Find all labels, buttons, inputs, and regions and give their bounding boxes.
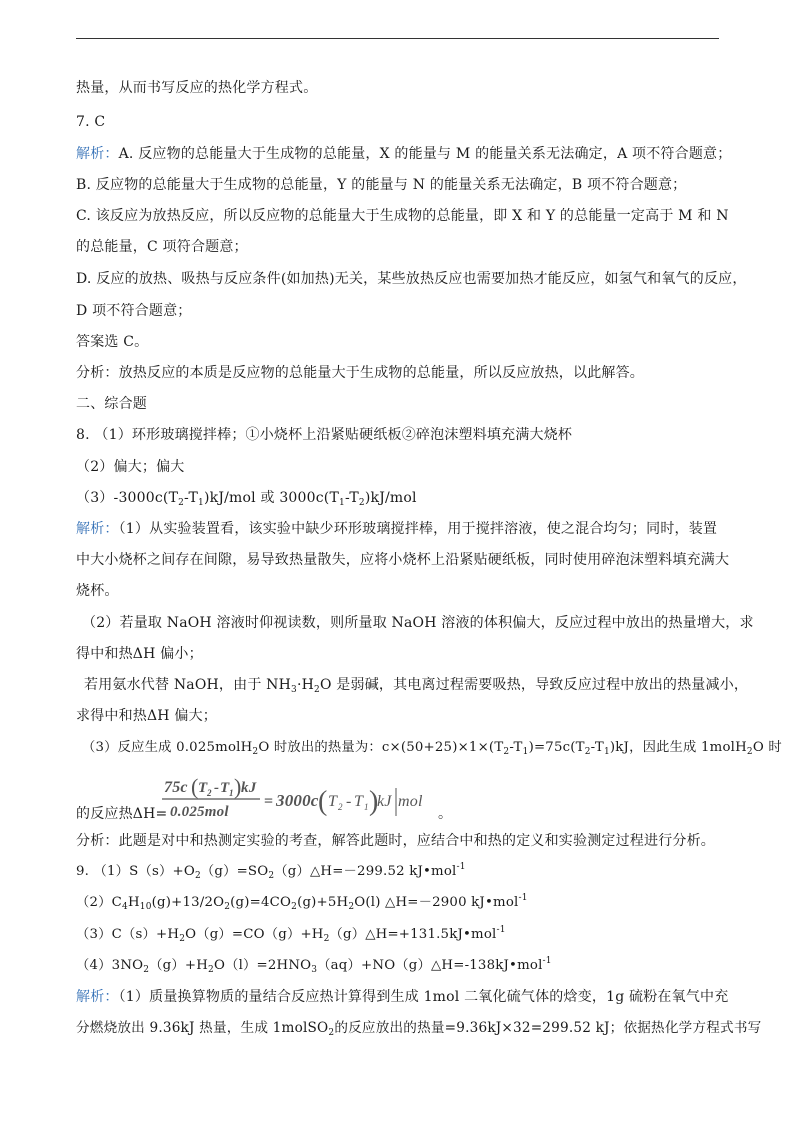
analysis-line bbox=[76, 987, 728, 1007]
subscript: 2 bbox=[291, 902, 298, 912]
t: )=75c(T bbox=[528, 740, 585, 755]
analysis-text: （1）从实验装置看，该实验中缺少环形玻璃搅拌棒，用于搅拌溶液，使之混合均匀；同时，装置 bbox=[118, 521, 718, 537]
text-line: 答案选 C。 bbox=[76, 334, 149, 350]
t: 9. （1）S（s）+O bbox=[76, 864, 195, 879]
t: (g)+5H bbox=[297, 895, 349, 910]
summary-line: 分析：此题是对中和热测定实验的考查，解答此题时，应结合中和热的定义和实验测定过程进行分析。 bbox=[76, 833, 715, 849]
t: （3）-3000c(T bbox=[76, 490, 179, 506]
t: 若用氨水代替 NaOH，由于 NH bbox=[84, 677, 292, 693]
rhs-minus: - bbox=[346, 793, 352, 810]
t: O（l）=2HNO bbox=[213, 958, 312, 973]
t: （g）△H=－299.52 kJ•mol bbox=[274, 864, 457, 879]
t: O 时 bbox=[752, 740, 782, 755]
t: （aq）+NO（g）△H=-138kJ•mol bbox=[317, 958, 543, 973]
analysis-label: 解析： bbox=[76, 146, 119, 162]
t: (g)=4CO bbox=[230, 895, 292, 910]
denominator: 0.025mol bbox=[170, 804, 229, 820]
t: （g）△H=+131.5kJ•mol bbox=[329, 927, 497, 942]
rhs-paren-open: ( bbox=[318, 786, 328, 817]
subscript: 2 bbox=[746, 747, 753, 757]
t: O(l) △H=－2900 kJ•mol bbox=[354, 895, 519, 910]
subscript: 3 bbox=[311, 965, 318, 975]
text-line bbox=[76, 488, 417, 508]
t: 的反应放出的热量=9.36kJ×32=299.52 kJ；依据热化学方程式书写 bbox=[334, 1020, 762, 1036]
subscript: 2 bbox=[268, 871, 275, 881]
text-line: （2）若量取 NaOH 溶液时仰视读数，则所量取 NaOH 溶液的体积偏大，反应过程中放出的热量增大，求 bbox=[82, 615, 754, 631]
analysis-text: （1）质量换算物质的量结合反应热计算得到生成 1mol 二氧化硫气体的焓变，1g 硫粉在氧气中充 bbox=[118, 989, 729, 1005]
text-line: （2）偏大；偏大 bbox=[76, 459, 185, 475]
equals-sign: = bbox=[264, 793, 274, 810]
subscript: 2 bbox=[358, 498, 365, 508]
text-line: 求得中和热ΔH 偏大； bbox=[76, 708, 217, 724]
t: （3）C（s）+H bbox=[76, 927, 180, 942]
formula-suffix: 。 bbox=[438, 806, 453, 822]
rhs-t2-sub: 2 bbox=[338, 802, 343, 812]
formula-graphic bbox=[158, 772, 408, 836]
subscript: 1 bbox=[522, 747, 529, 757]
answer-number: 7. C bbox=[76, 114, 106, 130]
t: （g）+H bbox=[149, 958, 209, 973]
summary-line: 分析：放热反应的本质是反应物的总能量大于生成物的总能量，所以反应放热，以此解答。 bbox=[76, 365, 644, 381]
superscript: -1 bbox=[542, 956, 552, 966]
t: 分燃烧放出 9.36kJ 热量，生成 1molSO bbox=[76, 1020, 329, 1036]
superscript: -1 bbox=[518, 893, 528, 903]
t: ·H bbox=[296, 677, 315, 693]
subscript: 2 bbox=[314, 685, 320, 695]
subscript: 4 bbox=[122, 902, 128, 912]
subscript: 2 bbox=[143, 965, 150, 975]
text-line: D. 反应的放热、吸热与反应条件(如加热)无关，某些放热反应也需要加热才能反应，如氢气和氧气的反应， bbox=[76, 271, 747, 287]
subscript: 2 bbox=[323, 934, 330, 944]
t: -T bbox=[509, 740, 523, 755]
t: （g）=SO bbox=[200, 864, 269, 879]
subscript: 2 bbox=[194, 871, 201, 881]
subscript: 1 bbox=[339, 498, 345, 508]
t: （2）C bbox=[76, 895, 123, 910]
text-line bbox=[76, 925, 506, 945]
t: H bbox=[127, 895, 140, 910]
subscript: 2 bbox=[178, 498, 185, 508]
subscript: 1 bbox=[198, 498, 204, 508]
text-line bbox=[76, 1018, 761, 1038]
t: -T bbox=[184, 490, 199, 506]
text-line bbox=[76, 862, 466, 882]
t: )kJ/mol bbox=[364, 490, 417, 506]
t: O 时放出的热量为：c×(50+25)×1×(T bbox=[258, 740, 504, 755]
paren-close: ) bbox=[234, 774, 242, 799]
num-t1: T bbox=[220, 780, 230, 796]
t: (g)+13/2O bbox=[151, 895, 225, 910]
text-line: 热量，从而书写反应的热化学方程式。 bbox=[76, 80, 318, 96]
text-line: 烧杯。 bbox=[76, 583, 119, 599]
formula-prefix: 的反应热ΔH= bbox=[76, 806, 168, 822]
subscript: 2 bbox=[179, 934, 186, 944]
num-unit: kJ bbox=[241, 780, 257, 796]
subscript: 3 bbox=[291, 685, 297, 695]
text-line bbox=[76, 893, 528, 913]
subscript: 2 bbox=[328, 1028, 335, 1038]
text-line: D 项不符合题意； bbox=[76, 303, 192, 319]
text-line: C. 该反应为放热反应，所以反应物的总能量大于生成物的总能量，即 X 和 Y 的总能量一定高于 M 和 N bbox=[76, 208, 729, 224]
text-line: 中大小烧杯之间存在间隙，易导致热量散失，应将小烧杯上沿紧贴硬纸板，同时使用碎泡沫塑料填充满大 bbox=[76, 552, 730, 568]
subscript: 2 bbox=[224, 902, 231, 912]
superscript: -1 bbox=[456, 862, 466, 872]
num-t2: T bbox=[198, 780, 208, 796]
text-line: 的总能量，C 项符合题意； bbox=[76, 239, 248, 255]
t: )kJ，因此生成 1molH bbox=[609, 740, 747, 755]
subscript: 2 bbox=[252, 747, 259, 757]
subscript: 2 bbox=[208, 965, 214, 975]
subscript: 2 bbox=[584, 747, 591, 757]
text-line: B. 反应物的总能量大于生成物的总能量，Y 的能量与 N 的能量关系无法确定，B 项不符合题意； bbox=[76, 177, 687, 193]
t: O 是弱碱，其电离过程需要吸热，导致反应过程中放出的热量减小， bbox=[319, 677, 749, 693]
rhs-mol: mol bbox=[398, 793, 423, 810]
rhs-coef: 3000c bbox=[276, 791, 319, 810]
t: O（g）=CO（g）+H bbox=[185, 927, 324, 942]
rhs-t1-sub: 1 bbox=[364, 802, 369, 812]
enthalpy-formula bbox=[76, 772, 476, 836]
num-minus: - bbox=[214, 780, 220, 796]
t: -T bbox=[590, 740, 604, 755]
analysis-text: A. 反应物的总能量大于生成物的总能量，X 的能量与 M 的能量关系无法确定，A 项不符合题意； bbox=[118, 146, 732, 162]
analysis-line bbox=[76, 519, 717, 539]
text-line: 得中和热ΔH 偏小； bbox=[76, 646, 203, 662]
subscript: 2 bbox=[348, 902, 355, 912]
t: （4）3NO bbox=[76, 958, 144, 973]
t: )kJ/mol 或 3000c(T bbox=[203, 490, 339, 506]
subscript: 10 bbox=[139, 902, 152, 912]
analysis-label: 解析： bbox=[76, 521, 119, 537]
header-rule bbox=[76, 38, 719, 39]
answer-number: 8. （1）环形玻璃搅拌棒；①小烧杯上沿紧贴硬纸板②碎泡沫塑料填充满大烧杯 bbox=[76, 427, 573, 443]
superscript: -1 bbox=[496, 925, 506, 935]
subscript: 1 bbox=[603, 747, 610, 757]
paren-open: ( bbox=[191, 774, 199, 799]
rhs-paren-close: ) bbox=[369, 786, 379, 817]
num-coef: 75c bbox=[164, 779, 188, 796]
t: -T bbox=[344, 490, 359, 506]
num-t1-sub: 1 bbox=[229, 788, 234, 798]
subscript: 2 bbox=[503, 747, 510, 757]
text-line bbox=[76, 956, 552, 976]
text-line bbox=[82, 738, 782, 758]
section-heading: 二、综合题 bbox=[76, 396, 147, 412]
analysis-line bbox=[76, 144, 731, 164]
t: （3）反应生成 0.025molH bbox=[82, 740, 253, 755]
rhs-t2: T bbox=[328, 793, 338, 810]
rhs-unit: kJ bbox=[377, 793, 392, 810]
rhs-t1: T bbox=[354, 793, 364, 810]
formula-graphic-mol bbox=[398, 772, 438, 836]
num-t2-sub: 2 bbox=[207, 788, 212, 798]
text-line bbox=[84, 675, 748, 695]
analysis-label: 解析： bbox=[76, 989, 119, 1005]
